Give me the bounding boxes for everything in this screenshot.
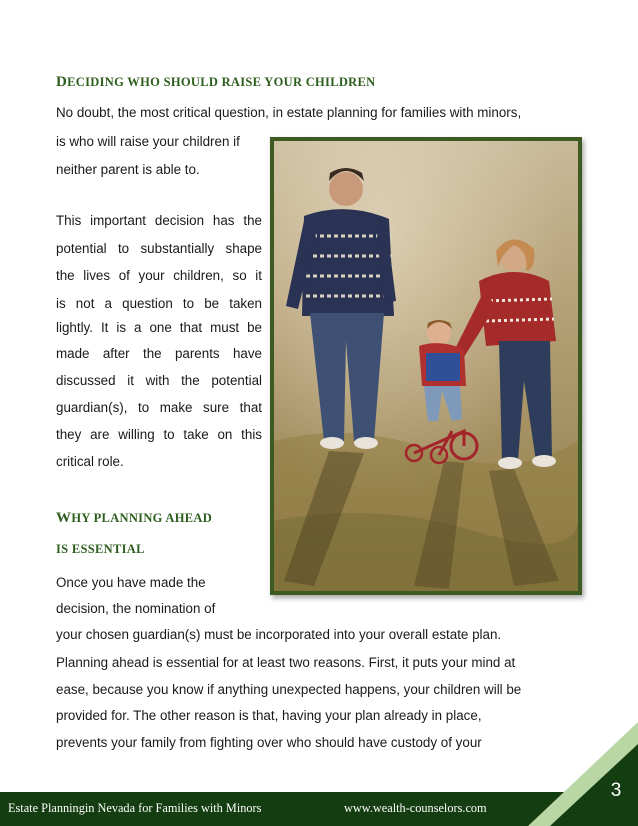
- body-line: they are willing to take on this: [56, 427, 262, 442]
- page-corner-decoration: [528, 722, 638, 826]
- body-line: is not a question to be taken: [56, 296, 262, 311]
- section-heading-planning: WHY PLANNING AHEAD: [56, 510, 213, 526]
- body-line: is who will raise your children if: [56, 134, 240, 149]
- body-line: discussed it with the potential: [56, 373, 262, 388]
- body-line: No doubt, the most critical question, in estate planning for families with minors,: [56, 105, 522, 120]
- body-line: Planning ahead is essential for at least two reasons. First, it puts your mind at: [56, 655, 516, 670]
- page-number: 3: [610, 780, 622, 801]
- body-line: Once you have made the: [56, 575, 206, 590]
- section-heading-deciding: DECIDING WHO SHOULD RAISE YOUR CHILDREN: [56, 74, 376, 90]
- family-photo: [270, 137, 582, 595]
- footer-title: Estate Planningin Nevada for Families with Minors: [8, 801, 262, 815]
- body-line: This important decision has the: [56, 213, 262, 228]
- body-line: decision, the nomination of: [56, 601, 216, 616]
- section-heading-planning-line2: IS ESSENTIAL: [56, 542, 145, 556]
- body-line: ease, because you know if anything unexpected happens, your children will be: [56, 682, 522, 697]
- body-line: your chosen guardian(s) must be incorporated into your overall estate plan.: [56, 627, 502, 642]
- body-line: the lives of your children, so it: [56, 268, 262, 283]
- body-line: neither parent is able to.: [56, 162, 200, 177]
- body-line: critical role.: [56, 454, 124, 469]
- footer-website-link[interactable]: www.wealth-counselors.com: [344, 801, 487, 815]
- body-line: provided for. The other reason is that, having your plan already in place,: [56, 708, 482, 723]
- body-line: guardian(s), to make sure that: [56, 400, 262, 415]
- body-line: potential to substantially shape: [56, 241, 262, 256]
- body-line: prevents your family from fighting over who should have custody of your: [56, 735, 482, 750]
- body-line: lightly. It is a one that must be: [56, 320, 262, 335]
- body-line: made after the parents have: [56, 346, 262, 361]
- family-photo-illustration: [274, 141, 578, 591]
